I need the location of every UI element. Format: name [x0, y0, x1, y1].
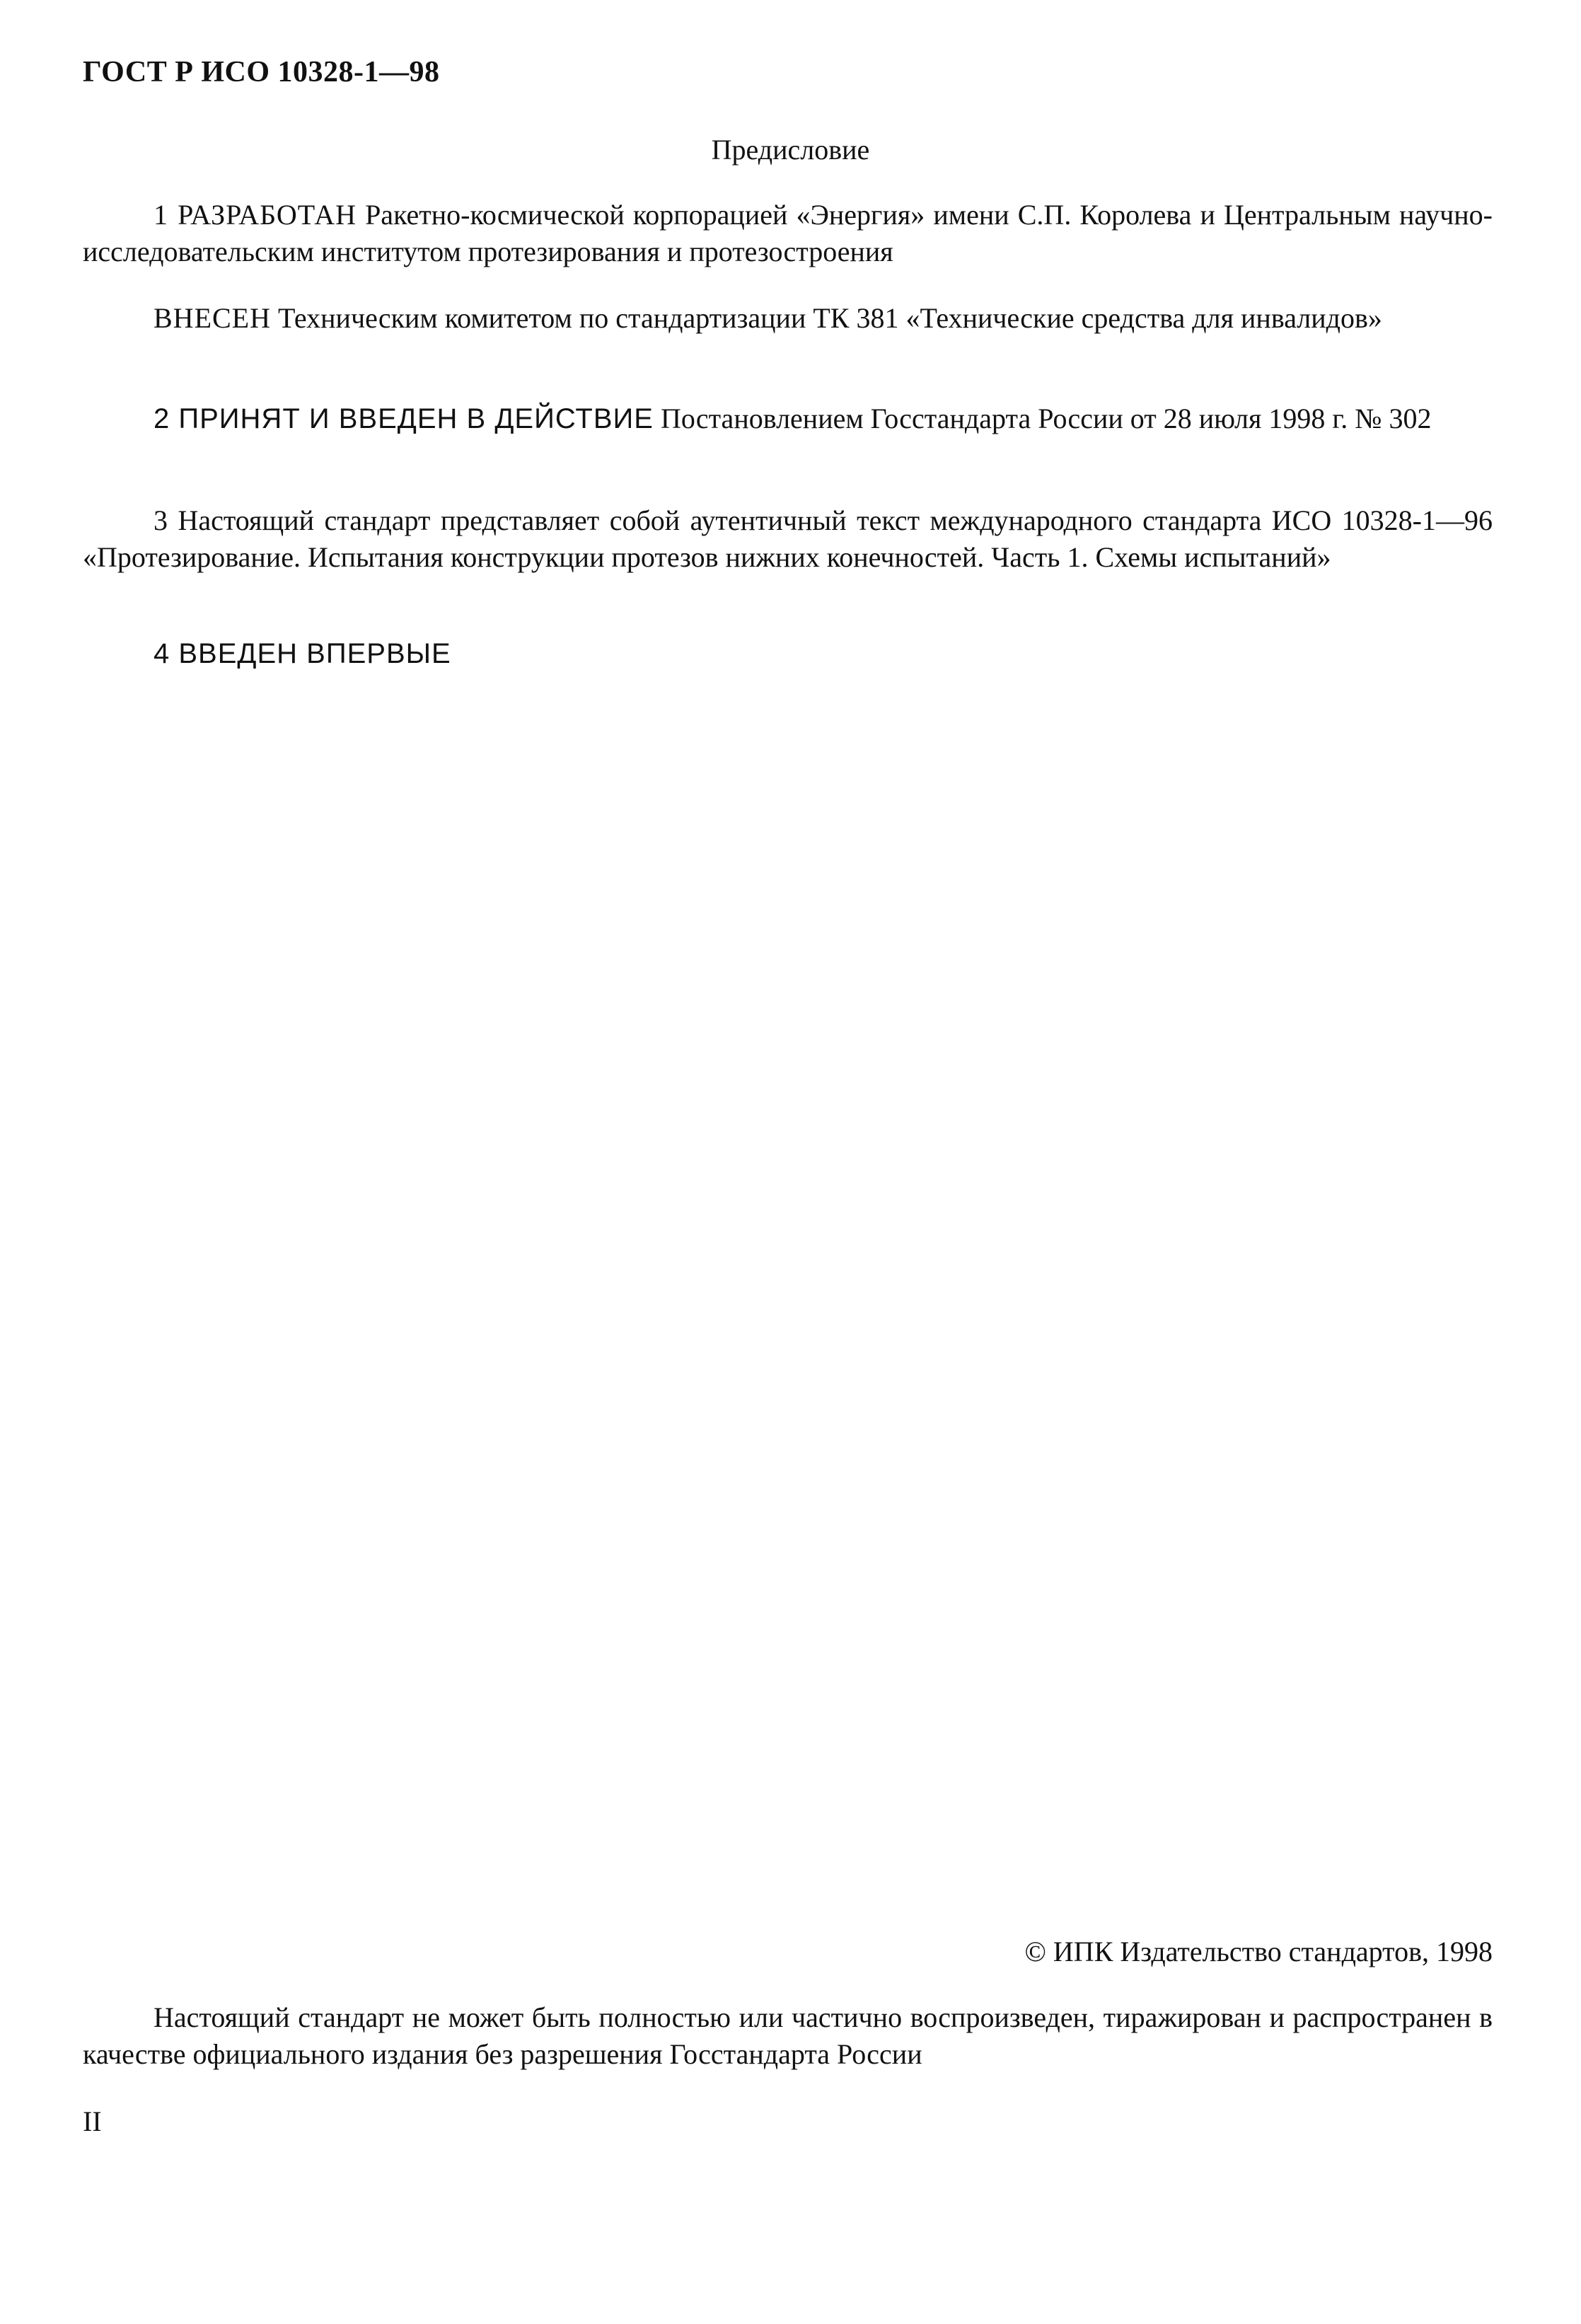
copyright-line: © ИПК Издательство стандартов, 1998	[1024, 1936, 1493, 1967]
document-id: ГОСТ Р ИСО 10328-1—98	[83, 56, 440, 88]
foreword-paragraph-developed	[83, 197, 1493, 270]
paragraph-text: Техническим комитетом по стандартизации ТК 381 «Технические средства для инвалидов»	[271, 302, 1382, 334]
foreword-paragraph-first-introduced: 4 ВВЕДЕН ВПЕРВЫЕ	[154, 638, 451, 669]
foreword-paragraph-introduced	[83, 300, 1493, 337]
paragraph-lead: 1 РАЗРАБОТАН	[154, 199, 357, 231]
paragraph-text: Ракетно-космической корпорацией «Энергия» имени С.П. Королева и Центральным научно-исследовательским институтом протезирования и протезостроения	[83, 199, 1493, 267]
foreword-heading: Предисловие	[711, 134, 870, 166]
foreword-paragraph-adopted	[83, 400, 1493, 437]
paragraph-text: Постановлением Госстандарта России от 28 июля 1998 г. № 302	[653, 403, 1432, 434]
paragraph-lead: ВНЕСЕН	[154, 302, 271, 334]
foreword-paragraph-authentic-text: 3 Настоящий стандарт представляет собой аутентичный текст международного стандарта ИСО 10328-1—96 «Протезирование. Испытания конструкции протезов нижних конечностей. Часть 1. Схемы испытаний»	[83, 504, 1493, 573]
page-number: II	[83, 2105, 102, 2137]
reproduction-notice: Настоящий стандарт не может быть полностью или частично воспроизведен, тиражирован и распространен в качестве официального издания без разрешения Госстандарта России	[83, 2001, 1493, 2070]
paragraph-lead: 2 ПРИНЯТ И ВВЕДЕН В ДЕЙСТВИЕ	[154, 403, 654, 434]
